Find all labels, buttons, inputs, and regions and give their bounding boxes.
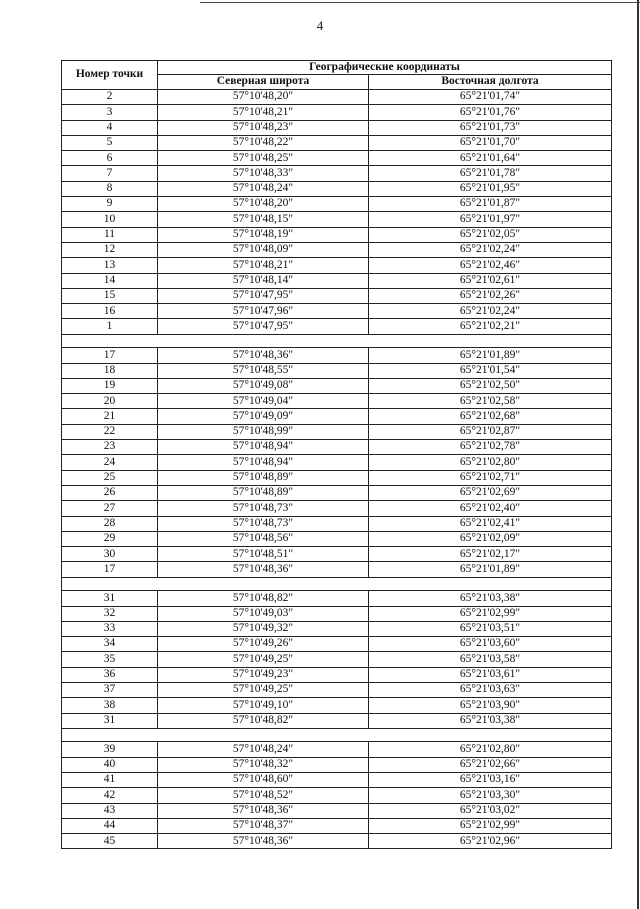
table-row <box>62 151 612 166</box>
point-number-cell: 8 <box>62 181 158 196</box>
north-latitude-cell: 57°10'48,20" <box>158 90 369 105</box>
east-longitude-cell: 65°21'03,51" <box>369 621 612 636</box>
table-row <box>62 181 612 196</box>
north-latitude-cell: 57°10'49,03" <box>158 606 369 621</box>
north-latitude-cell: 57°10'48,14" <box>158 273 369 288</box>
north-latitude-cell: 57°10'48,73" <box>158 516 369 531</box>
table-row <box>62 90 612 105</box>
north-latitude-cell: 57°10'49,10" <box>158 698 369 713</box>
point-number-cell: 23 <box>62 440 158 455</box>
table-row <box>62 652 612 667</box>
east-longitude-cell: 65°21'01,73" <box>369 120 612 135</box>
point-number-cell: 5 <box>62 135 158 150</box>
east-longitude-cell: 65°21'01,78" <box>369 166 612 181</box>
table-row <box>62 197 612 212</box>
east-longitude-cell: 65°21'01,74" <box>369 90 612 105</box>
east-longitude-cell: 65°21'02,80" <box>369 455 612 470</box>
table-row <box>62 682 612 697</box>
point-number-cell: 43 <box>62 803 158 818</box>
point-number-cell: 9 <box>62 197 158 212</box>
table-row <box>62 621 612 636</box>
table-body <box>62 90 612 849</box>
point-number-cell: 31 <box>62 713 158 728</box>
point-number-cell: 33 <box>62 621 158 636</box>
east-longitude-cell: 65°21'02,24" <box>369 304 612 319</box>
point-number-cell: 38 <box>62 698 158 713</box>
east-longitude-cell: 65°21'01,76" <box>369 105 612 120</box>
table-row <box>62 319 612 334</box>
north-latitude-cell: 57°10'48,19" <box>158 227 369 242</box>
east-longitude-cell: 65°21'03,61" <box>369 667 612 682</box>
table-row <box>62 227 612 242</box>
coordinates-table <box>61 60 612 849</box>
east-longitude-cell: 65°21'02,61" <box>369 273 612 288</box>
north-latitude-cell: 57°10'48,25" <box>158 151 369 166</box>
east-longitude-cell: 65°21'01,70" <box>369 135 612 150</box>
east-longitude-cell: 65°21'02,46" <box>369 258 612 273</box>
north-latitude-cell: 57°10'48,82" <box>158 591 369 606</box>
north-latitude-cell: 57°10'48,21" <box>158 105 369 120</box>
east-longitude-cell: 65°21'02,71" <box>369 470 612 485</box>
north-latitude-cell: 57°10'48,32" <box>158 757 369 772</box>
north-latitude-cell: 57°10'49,08" <box>158 378 369 393</box>
east-longitude-cell: 65°21'02,68" <box>369 409 612 424</box>
table-row <box>62 667 612 682</box>
scan-edge-right <box>637 0 639 909</box>
north-latitude-cell: 57°10'48,37" <box>158 818 369 833</box>
point-number-cell: 21 <box>62 409 158 424</box>
point-number-cell: 6 <box>62 151 158 166</box>
north-latitude-cell: 57°10'48,21" <box>158 258 369 273</box>
east-longitude-cell: 65°21'02,41" <box>369 516 612 531</box>
north-latitude-cell: 57°10'48,94" <box>158 440 369 455</box>
north-latitude-cell: 57°10'47,95" <box>158 319 369 334</box>
point-number-cell: 26 <box>62 485 158 500</box>
point-number-cell: 15 <box>62 288 158 303</box>
page-number: 4 <box>316 18 324 33</box>
east-longitude-cell: 65°21'02,99" <box>369 818 612 833</box>
header-geo-coordinates: Географические координаты <box>158 61 612 75</box>
north-latitude-cell: 57°10'48,36" <box>158 834 369 849</box>
table-row <box>62 757 612 772</box>
north-latitude-cell: 57°10'48,89" <box>158 470 369 485</box>
north-latitude-cell: 57°10'48,22" <box>158 135 369 150</box>
east-longitude-cell: 65°21'02,26" <box>369 288 612 303</box>
table-row <box>62 258 612 273</box>
table-row <box>62 424 612 439</box>
east-longitude-cell: 65°21'02,58" <box>369 394 612 409</box>
east-longitude-cell: 65°21'02,69" <box>369 485 612 500</box>
separator-cell <box>62 577 612 591</box>
east-longitude-cell: 65°21'03,60" <box>369 637 612 652</box>
point-number-cell: 34 <box>62 637 158 652</box>
north-latitude-cell: 57°10'48,99" <box>158 424 369 439</box>
north-latitude-cell: 57°10'48,60" <box>158 772 369 787</box>
table-row <box>62 531 612 546</box>
point-number-cell: 31 <box>62 591 158 606</box>
point-number-cell: 1 <box>62 319 158 334</box>
point-number-cell: 45 <box>62 834 158 849</box>
point-number-cell: 28 <box>62 516 158 531</box>
point-number-cell: 25 <box>62 470 158 485</box>
east-longitude-cell: 65°21'02,80" <box>369 742 612 757</box>
table-row <box>62 288 612 303</box>
north-latitude-cell: 57°10'48,51" <box>158 547 369 562</box>
point-number-cell: 14 <box>62 273 158 288</box>
north-latitude-cell: 57°10'49,23" <box>158 667 369 682</box>
north-latitude-cell: 57°10'48,24" <box>158 181 369 196</box>
north-latitude-cell: 57°10'48,36" <box>158 562 369 577</box>
point-number-cell: 11 <box>62 227 158 242</box>
table-row <box>62 440 612 455</box>
table-row <box>62 788 612 803</box>
north-latitude-cell: 57°10'47,96" <box>158 304 369 319</box>
table-row <box>62 120 612 135</box>
point-number-cell: 44 <box>62 818 158 833</box>
table-row <box>62 105 612 120</box>
east-longitude-cell: 65°21'02,96" <box>369 834 612 849</box>
north-latitude-cell: 57°10'47,95" <box>158 288 369 303</box>
east-longitude-cell: 65°21'03,63" <box>369 682 612 697</box>
north-latitude-cell: 57°10'49,25" <box>158 682 369 697</box>
north-latitude-cell: 57°10'48,94" <box>158 455 369 470</box>
point-number-cell: 18 <box>62 363 158 378</box>
north-latitude-cell: 57°10'48,52" <box>158 788 369 803</box>
table-row <box>62 242 612 257</box>
east-longitude-cell: 65°21'01,89" <box>369 348 612 363</box>
north-latitude-cell: 57°10'48,55" <box>158 363 369 378</box>
east-longitude-cell: 65°21'02,87" <box>369 424 612 439</box>
north-latitude-cell: 57°10'49,25" <box>158 652 369 667</box>
table-row <box>62 455 612 470</box>
east-longitude-cell: 65°21'02,78" <box>369 440 612 455</box>
north-latitude-cell: 57°10'48,73" <box>158 501 369 516</box>
table-row <box>62 394 612 409</box>
header-point-number: Номер точки <box>62 61 158 90</box>
table-row <box>62 547 612 562</box>
east-longitude-cell: 65°21'01,95" <box>369 181 612 196</box>
north-latitude-cell: 57°10'48,82" <box>158 713 369 728</box>
table-row <box>62 409 612 424</box>
group-separator-row <box>62 334 612 348</box>
east-longitude-cell: 65°21'03,58" <box>369 652 612 667</box>
east-longitude-cell: 65°21'02,99" <box>369 606 612 621</box>
point-number-cell: 24 <box>62 455 158 470</box>
table-row <box>62 834 612 849</box>
north-latitude-cell: 57°10'48,23" <box>158 120 369 135</box>
point-number-cell: 35 <box>62 652 158 667</box>
table-row <box>62 698 612 713</box>
table-row <box>62 803 612 818</box>
north-latitude-cell: 57°10'48,20" <box>158 197 369 212</box>
point-number-cell: 36 <box>62 667 158 682</box>
north-latitude-cell: 57°10'48,24" <box>158 742 369 757</box>
point-number-cell: 12 <box>62 242 158 257</box>
separator-cell <box>62 728 612 742</box>
north-latitude-cell: 57°10'48,15" <box>158 212 369 227</box>
north-latitude-cell: 57°10'48,56" <box>158 531 369 546</box>
north-latitude-cell: 57°10'48,09" <box>158 242 369 257</box>
point-number-cell: 17 <box>62 562 158 577</box>
table-row <box>62 637 612 652</box>
table-row <box>62 772 612 787</box>
east-longitude-cell: 65°21'01,64" <box>369 151 612 166</box>
table-header <box>62 61 612 90</box>
scan-edge-top <box>200 2 640 3</box>
east-longitude-cell: 65°21'03,90" <box>369 698 612 713</box>
point-number-cell: 20 <box>62 394 158 409</box>
east-longitude-cell: 65°21'01,87" <box>369 197 612 212</box>
point-number-cell: 3 <box>62 105 158 120</box>
east-longitude-cell: 65°21'01,89" <box>369 562 612 577</box>
north-latitude-cell: 57°10'48,89" <box>158 485 369 500</box>
table-row <box>62 166 612 181</box>
point-number-cell: 30 <box>62 547 158 562</box>
point-number-cell: 7 <box>62 166 158 181</box>
east-longitude-cell: 65°21'02,09" <box>369 531 612 546</box>
table-row <box>62 713 612 728</box>
east-longitude-cell: 65°21'01,54" <box>369 363 612 378</box>
point-number-cell: 29 <box>62 531 158 546</box>
north-latitude-cell: 57°10'48,33" <box>158 166 369 181</box>
table-row <box>62 273 612 288</box>
point-number-cell: 13 <box>62 258 158 273</box>
east-longitude-cell: 65°21'01,97" <box>369 212 612 227</box>
east-longitude-cell: 65°21'02,17" <box>369 547 612 562</box>
point-number-cell: 10 <box>62 212 158 227</box>
point-number-cell: 40 <box>62 757 158 772</box>
table-row <box>62 378 612 393</box>
east-longitude-cell: 65°21'02,24" <box>369 242 612 257</box>
point-number-cell: 27 <box>62 501 158 516</box>
table-row <box>62 742 612 757</box>
point-number-cell: 2 <box>62 90 158 105</box>
separator-cell <box>62 334 612 348</box>
table-row <box>62 135 612 150</box>
north-latitude-cell: 57°10'48,36" <box>158 348 369 363</box>
table-row <box>62 304 612 319</box>
east-longitude-cell: 65°21'03,38" <box>369 713 612 728</box>
point-number-cell: 4 <box>62 120 158 135</box>
point-number-cell: 17 <box>62 348 158 363</box>
point-number-cell: 41 <box>62 772 158 787</box>
table-row <box>62 212 612 227</box>
point-number-cell: 16 <box>62 304 158 319</box>
north-latitude-cell: 57°10'49,09" <box>158 409 369 424</box>
east-longitude-cell: 65°21'02,05" <box>369 227 612 242</box>
table-row <box>62 348 612 363</box>
north-latitude-cell: 57°10'49,04" <box>158 394 369 409</box>
table-row <box>62 591 612 606</box>
header-north-latitude: Северная широта <box>158 75 369 90</box>
group-separator-row <box>62 577 612 591</box>
east-longitude-cell: 65°21'03,38" <box>369 591 612 606</box>
point-number-cell: 37 <box>62 682 158 697</box>
north-latitude-cell: 57°10'49,26" <box>158 637 369 652</box>
table-row <box>62 470 612 485</box>
north-latitude-cell: 57°10'49,32" <box>158 621 369 636</box>
table-row <box>62 363 612 378</box>
point-number-cell: 42 <box>62 788 158 803</box>
point-number-cell: 32 <box>62 606 158 621</box>
east-longitude-cell: 65°21'02,50" <box>369 378 612 393</box>
table-row <box>62 818 612 833</box>
point-number-cell: 22 <box>62 424 158 439</box>
table-row <box>62 562 612 577</box>
north-latitude-cell: 57°10'48,36" <box>158 803 369 818</box>
table-row <box>62 516 612 531</box>
point-number-cell: 39 <box>62 742 158 757</box>
east-longitude-cell: 65°21'02,40" <box>369 501 612 516</box>
east-longitude-cell: 65°21'02,21" <box>369 319 612 334</box>
table-row <box>62 606 612 621</box>
point-number-cell: 19 <box>62 378 158 393</box>
table-row <box>62 501 612 516</box>
group-separator-row <box>62 728 612 742</box>
east-longitude-cell: 65°21'02,66" <box>369 757 612 772</box>
east-longitude-cell: 65°21'03,02" <box>369 803 612 818</box>
header-east-longitude: Восточная долгота <box>369 75 612 90</box>
east-longitude-cell: 65°21'03,30" <box>369 788 612 803</box>
table-row <box>62 485 612 500</box>
east-longitude-cell: 65°21'03,16" <box>369 772 612 787</box>
